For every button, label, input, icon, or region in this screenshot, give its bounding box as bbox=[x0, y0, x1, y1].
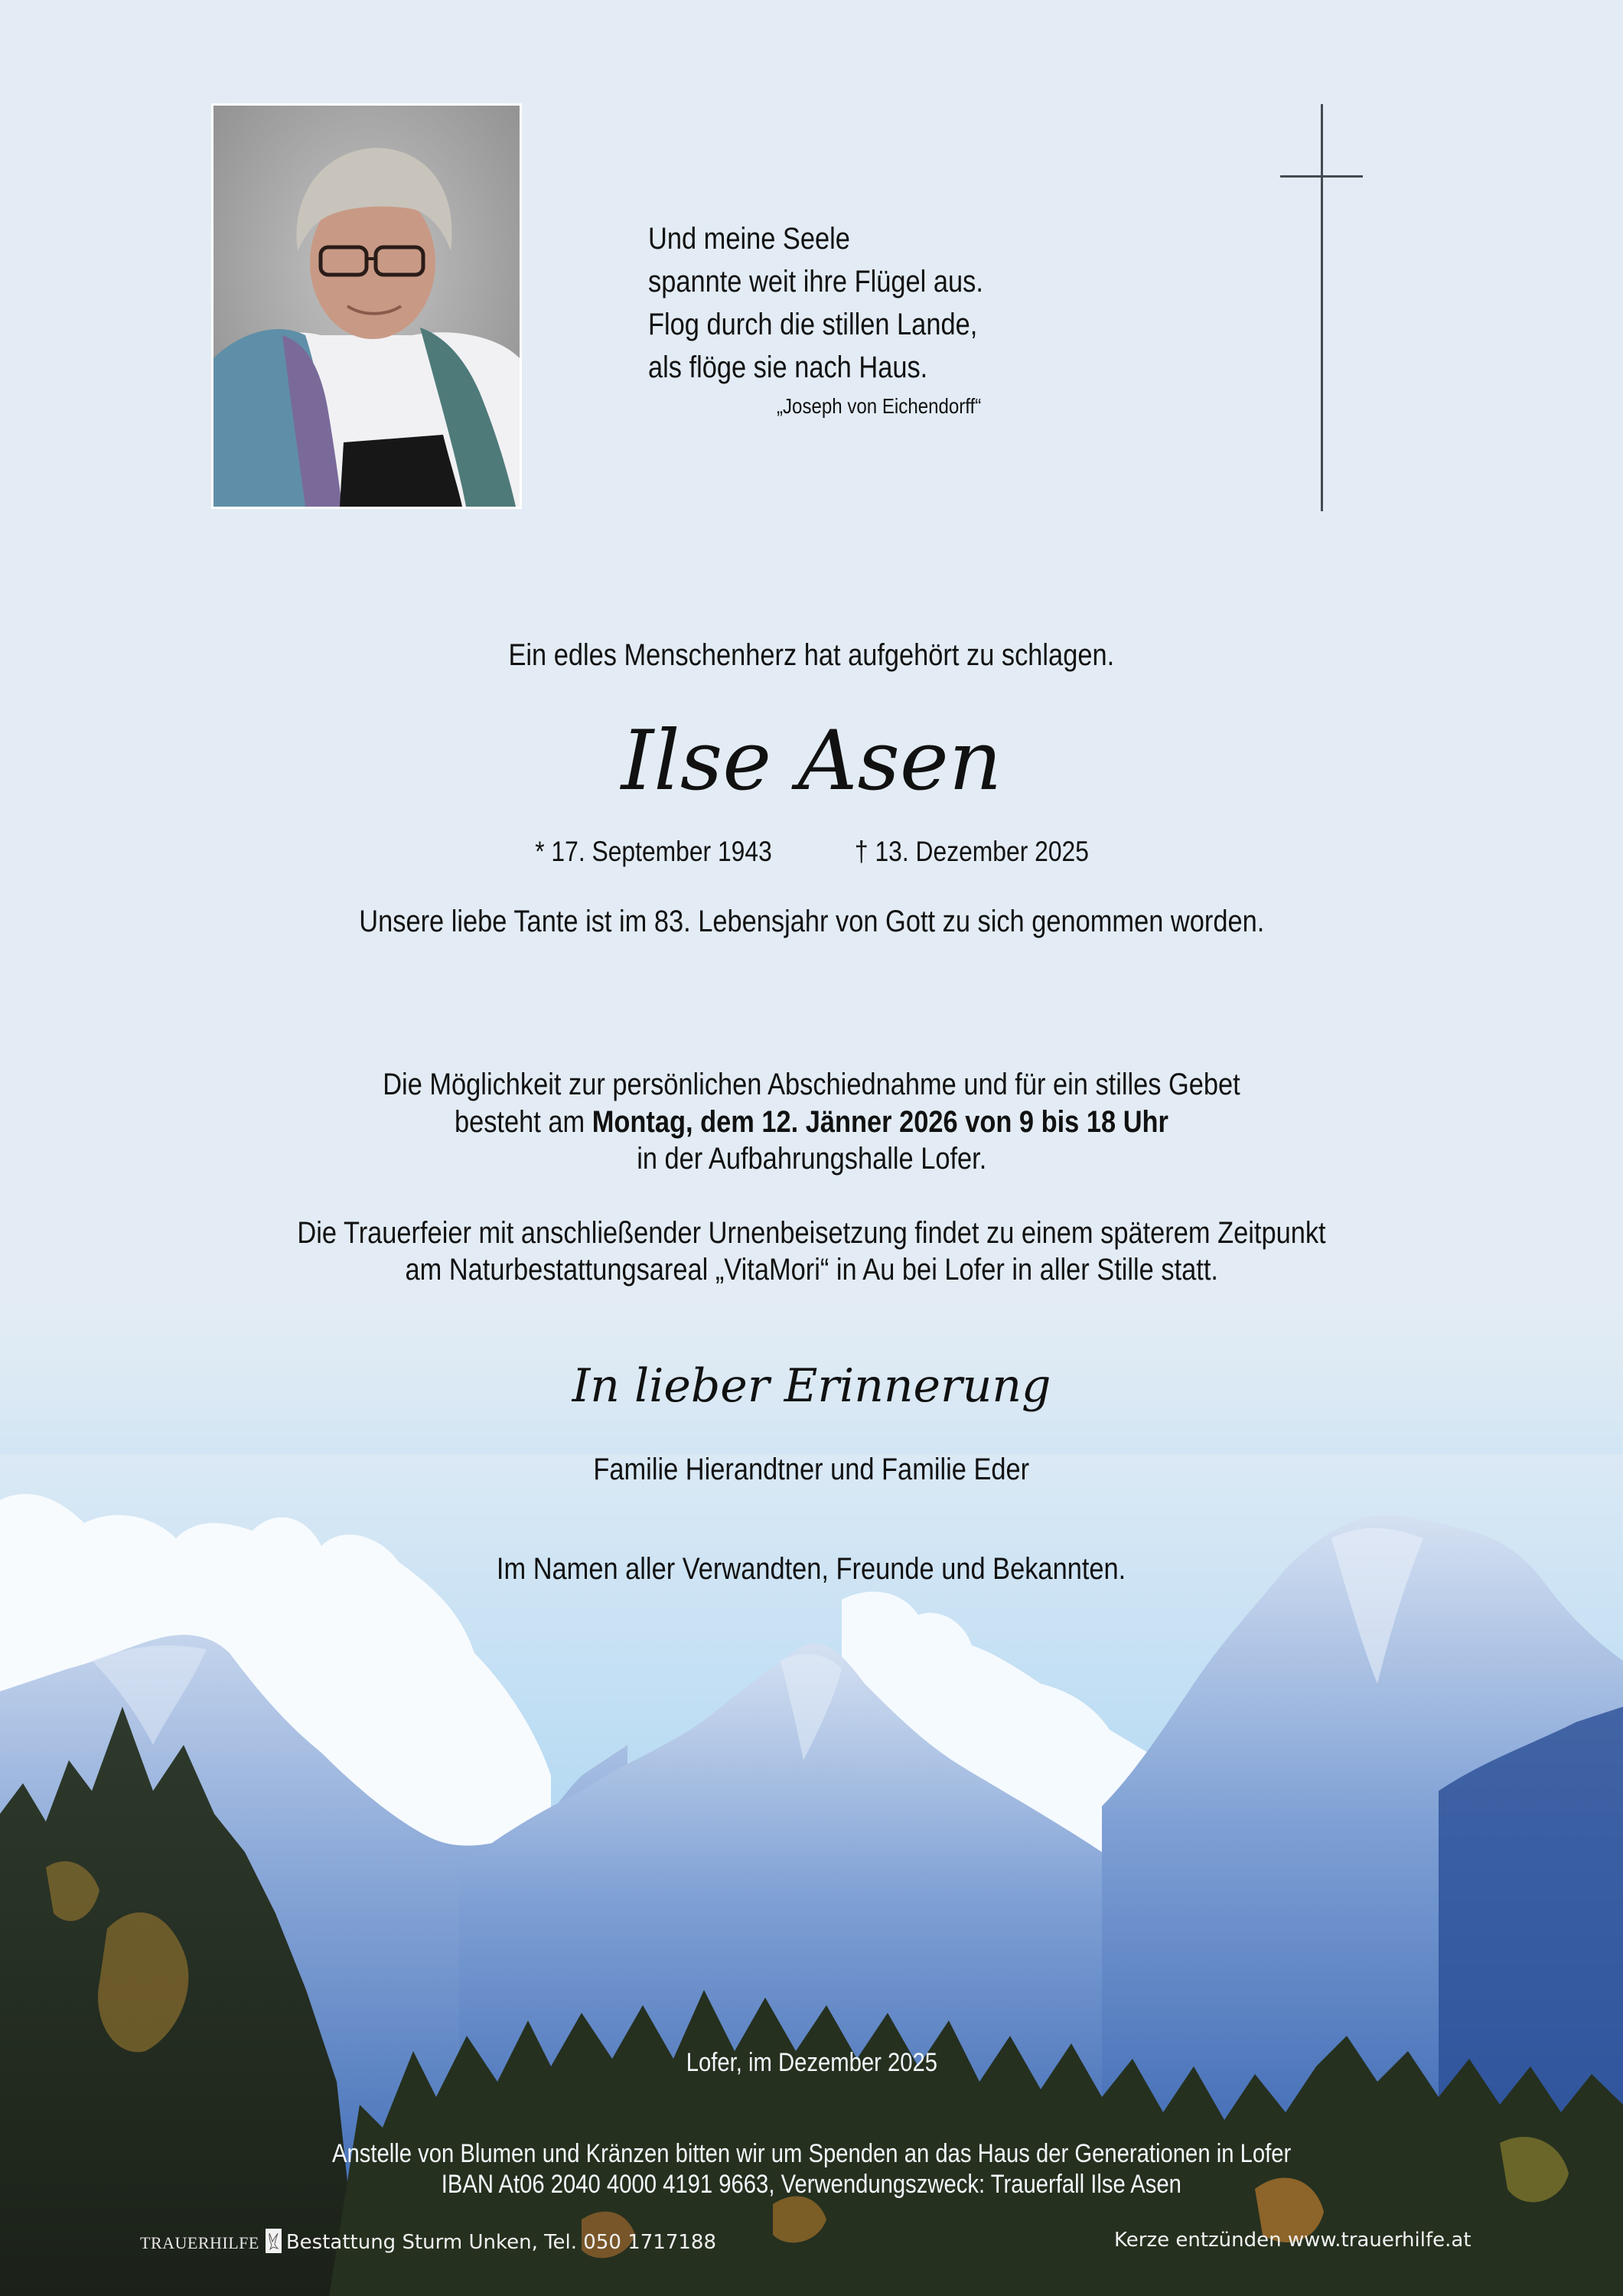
poem-line-2: spannte weit ihre Flügel aus. bbox=[648, 265, 983, 298]
cross-horizontal-bar bbox=[1280, 175, 1363, 178]
poem-line-1: Und meine Seele bbox=[648, 222, 850, 256]
farewell-line-2-row bbox=[0, 1104, 1623, 1140]
portrait-photo bbox=[211, 103, 522, 509]
memory-heading: In lieber Erinnerung bbox=[572, 1359, 1051, 1413]
memory-heading-row bbox=[0, 1358, 1623, 1414]
ceremony-line-1-row bbox=[0, 1215, 1623, 1251]
farewell-line-3: in der Aufbahrungshalle Lofer. bbox=[636, 1142, 987, 1176]
ceremony-line-2-row bbox=[0, 1251, 1623, 1288]
ceremony-line-1: Die Trauerfeier mit anschließender Urnenbeisetzung findet zu einem späterem Zeitpunkt bbox=[297, 1216, 1326, 1250]
candle-link[interactable]: Kerze entzünden www.trauerhilfe.at bbox=[1114, 2229, 1471, 2252]
farewell-date-time: Montag, dem 12. Jänner 2026 von 9 bis 18 Uhr bbox=[592, 1105, 1168, 1139]
death-date: † 13. Dezember 2025 bbox=[854, 836, 1089, 867]
farewell-line-2-prefix: besteht am bbox=[455, 1105, 592, 1139]
trauerhilfe-brand: TRAUERHILFE bbox=[140, 2233, 259, 2252]
poem-attribution: „Joseph von Eichendorff“ bbox=[777, 394, 982, 418]
donation-line-1: Anstelle von Blumen und Kränzen bitten wir um Spenden an das Haus der Generationen in Lofer bbox=[331, 2139, 1292, 2168]
poem bbox=[648, 217, 1038, 389]
place-date-row bbox=[0, 2047, 1623, 2078]
intro-text: Ein edles Menschenherz hat aufgehört zu schlagen. bbox=[508, 638, 1115, 672]
donation-line-1-row bbox=[0, 2138, 1623, 2169]
announcement-row bbox=[0, 903, 1623, 940]
donation-iban: IBAN At06 2040 4000 4191 9663, Verwendungszweck: Trauerfall Ilse Asen bbox=[441, 2170, 1182, 2199]
on-behalf-text: Im Namen aller Verwandten, Freunde und Bekannten. bbox=[497, 1552, 1126, 1586]
farewell-line-1: Die Möglichkeit zur persönlichen Abschiednahme und für ein stilles Gebet bbox=[383, 1068, 1240, 1101]
poem-line-4: als flöge sie nach Haus. bbox=[648, 351, 928, 384]
portrait-image bbox=[213, 106, 520, 507]
deceased-name: Ilse Asen bbox=[621, 713, 1002, 809]
deceased-name-row bbox=[0, 713, 1623, 809]
ceremony-line-2: am Naturbestattungsareal „VitaMori“ in Au bei Lofer in aller Stille statt. bbox=[405, 1253, 1218, 1287]
farewell-line-1-row bbox=[0, 1066, 1623, 1103]
intro-text-row bbox=[0, 637, 1623, 673]
footer-undertaker bbox=[140, 2229, 716, 2254]
birth-date: * 17. September 1943 bbox=[534, 836, 772, 867]
families-text: Familie Hierandtner und Familie Eder bbox=[593, 1453, 1030, 1486]
poem-line-3: Flog durch die stillen Lande, bbox=[648, 308, 978, 341]
place-date: Lofer, im Dezember 2025 bbox=[686, 2048, 937, 2077]
undertaker-contact: Bestattung Sturm Unken, Tel. 050 1717188 bbox=[285, 2231, 716, 2254]
on-behalf-row bbox=[0, 1551, 1623, 1587]
life-dates bbox=[0, 835, 1623, 869]
donation-line-2-row bbox=[0, 2169, 1623, 2200]
farewell-line-3-row bbox=[0, 1140, 1623, 1177]
families-row bbox=[0, 1451, 1623, 1488]
farewell-line-2 bbox=[455, 1104, 1168, 1140]
announcement-text: Unsere liebe Tante ist im 83. Lebensjahr von Gott zu sich genommen worden. bbox=[358, 905, 1264, 938]
dove-icon bbox=[266, 2229, 282, 2253]
cross-vertical-bar bbox=[1321, 104, 1323, 511]
